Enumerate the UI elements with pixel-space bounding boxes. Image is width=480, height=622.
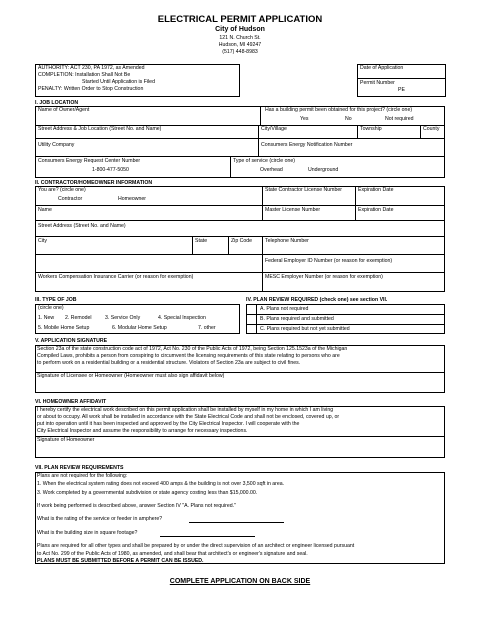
permit-option-yes[interactable]: Yes [300,116,309,122]
authority-line2: COMPLETION: Installation Shall Not Be [38,72,131,78]
job-type-other[interactable]: 7. other [198,325,216,331]
owner-agent-field[interactable]: Name of Owner/Agent [38,107,90,113]
plan-option-a[interactable]: A. Plans not required [260,306,309,312]
building-size-question: What is the building size in square footage? [37,530,138,536]
requirements-line3: 3. Work completed by a governmental subdivision or state agency costing less than $15,000.00. [37,490,258,496]
job-type-new[interactable]: 1. New [38,315,55,321]
date-of-application-label: Date of Application [360,65,404,71]
county-field[interactable]: County [423,126,440,132]
service-rating-answer-line[interactable] [189,522,284,523]
city-address-line2: Hudson, MI 49247 [218,42,262,48]
permit-number-label: Permit Number [360,80,395,86]
requirements-line1: Plans are not required for the following: [37,473,128,479]
requirements-line5: Plans are required for all other types and shall be prepared by or under the direct supervision of an architect or engineer licensed pursuant [37,543,355,549]
notification-number-field[interactable]: Consumers Energy Notification Number [261,142,353,148]
affidavit-line3: put into operation until it has been inspected and approved by the City Electrical Inspector. I will cooperate with the [37,421,300,427]
request-center-label: Consumers Energy Request Center Number [38,158,141,164]
signature-text-line1: Section 23a of the state construction code act of 1972, Act No. 230 of the Public Acts of 1972, being Section 125.1523a of the Michigan [37,346,348,352]
plan-option-c[interactable]: C. Plans required but not yet submitted [260,326,350,332]
federal-id-field[interactable]: Federal Employer ID Number (or reason for exemption) [265,258,393,264]
section-requirements-heading: VII. PLAN REVIEW REQUIREMENTS [35,465,124,471]
service-rating-question: What is the rating of the service or feeder in amphere? [37,516,163,522]
requirements-notice: PLANS MUST BE SUBMITTED BEFORE A PERMIT CAN BE ISSUED. [37,558,204,564]
job-type-remodel[interactable]: 2. Remodel [65,315,92,321]
requirements-line2: 1. When the electrical system rating does not exceed 400 amps & the building is not over 3,500 sqft in area. [37,481,285,487]
state-license-field[interactable]: State Contractor License Number [265,187,342,193]
footer-notice: COMPLETE APPLICATION ON BACK SIDE [169,578,311,585]
authority-line1: AUTHORITY: ACT 230, PA 1972, as Amended [38,65,145,71]
expiration-date-field-2[interactable]: Expiration Date [358,207,394,213]
affidavit-line1: I hereby certify the electrical work described on this permit application shall be installed by myself in my home in which I am living [37,407,334,413]
permit-number-prefix: PE [398,87,405,93]
city-village-field[interactable]: City/Village [261,126,287,132]
service-option-underground[interactable]: Underground [308,167,339,173]
master-license-field[interactable]: Master License Number [265,207,321,213]
contractor-street-field[interactable]: Street Address (Street No. and Name) [38,223,126,229]
contractor-zip-field[interactable]: Zip Code [231,238,253,244]
authority-line4: PENALTY: Written Order to Stop Construction [38,86,144,92]
section-contractor-heading: II. CONTRACTOR/HOMEOWNER INFORMATION [35,180,153,186]
section-job-location-heading: I. JOB LOCATION [35,100,79,106]
request-center-phone: 1-800-477-5050 [92,167,129,173]
affidavit-line4: City Electrical Inspector and assume the responsibility to arrange for necessary inspections. [37,428,248,434]
section-job-type-heading: III. TYPE OF JOB [35,297,77,303]
name-field[interactable]: Name [38,207,52,213]
township-field[interactable]: Township [360,126,382,132]
section-plan-review-heading: IV. PLAN REVIEW REQUIRED (check one) see section VII. [246,297,388,303]
contractor-city-field[interactable]: City [38,238,47,244]
job-type-mobile-home[interactable]: 5. Mobile Home Setup [38,325,90,331]
page-title: ELECTRICAL PERMIT APPLICATION [157,14,323,25]
section-affidavit-heading: VI. HOMEOWNER AFFIDAVIT [35,399,107,405]
city-address-line1: 121 N. Church St. [219,35,261,41]
option-homeowner[interactable]: Homeowner [118,196,146,202]
city-phone: (517) 448-8983 [222,49,258,55]
job-type-service-only[interactable]: 3. Service Only [105,315,141,321]
street-address-field[interactable]: Street Address & Job Location (Street No. and Name) [38,126,162,132]
plan-option-b[interactable]: B. Plans required and submitted [260,316,334,322]
signature-text-line2: Compiled Laws, prohibits a person from conspiring to circumvent the licensing requirements of this state relating to persons who are [37,353,340,359]
permit-option-not-required[interactable]: Not required [385,116,414,122]
homeowner-signature-field[interactable]: Signature of Homeowner [37,437,95,443]
section-signature-heading: V. APPLICATION SIGNATURE [35,338,108,344]
job-type-circle-label: (circle one) [38,305,64,311]
requirements-line6: to Act No. 299 of the Public Acts of 1980, as amended, and shall bear that architect's or engineer's signature and seal. [37,551,308,557]
building-permit-question: Has a building permit been obtained for this project? (circle one) [265,107,413,113]
signature-text-line3: to perform work on a residential building or a residential structure. Violators of Section 23a are subject to civil fines. [37,360,301,366]
contractor-state-field[interactable]: State [195,238,208,244]
service-type-label: Type of service (circle one) [233,158,295,164]
affidavit-line2: or about to occupy. All work shall be installed in accordance with the State Electrical Code and shall not be enclosed, covered up, or [37,414,340,420]
city-name: City of Hudson [215,26,265,33]
requirements-line4: If work being performed is described above, answer Section IV "A. Plans not required." [37,503,236,509]
expiration-date-field-1[interactable]: Expiration Date [358,187,394,193]
service-option-overhead[interactable]: Overhead [260,167,283,173]
workers-comp-field[interactable]: Workers Compensation Insurance Carrier (or reason for exemption) [38,274,194,280]
mesc-number-field[interactable]: MESC Employer Number (or reason for exemption) [265,274,383,280]
building-size-answer-line[interactable] [160,536,255,537]
telephone-field[interactable]: Telephone Number [265,238,309,244]
utility-company-field[interactable]: Utility Company [38,142,75,148]
licensee-signature-field[interactable]: Signature of Licensee or Homeowner (Homeowner must also sign affidavit below) [37,373,225,379]
job-type-special-inspection[interactable]: 4. Special Inspection [158,315,206,321]
option-contractor[interactable]: Contractor [58,196,83,202]
authority-line3: Started Until Application is Filed [82,79,155,85]
you-are-label: You are? (circle one) [38,187,86,193]
job-type-modular-home[interactable]: 6. Modular Home Setup [112,325,167,331]
permit-option-no[interactable]: No [345,116,352,122]
